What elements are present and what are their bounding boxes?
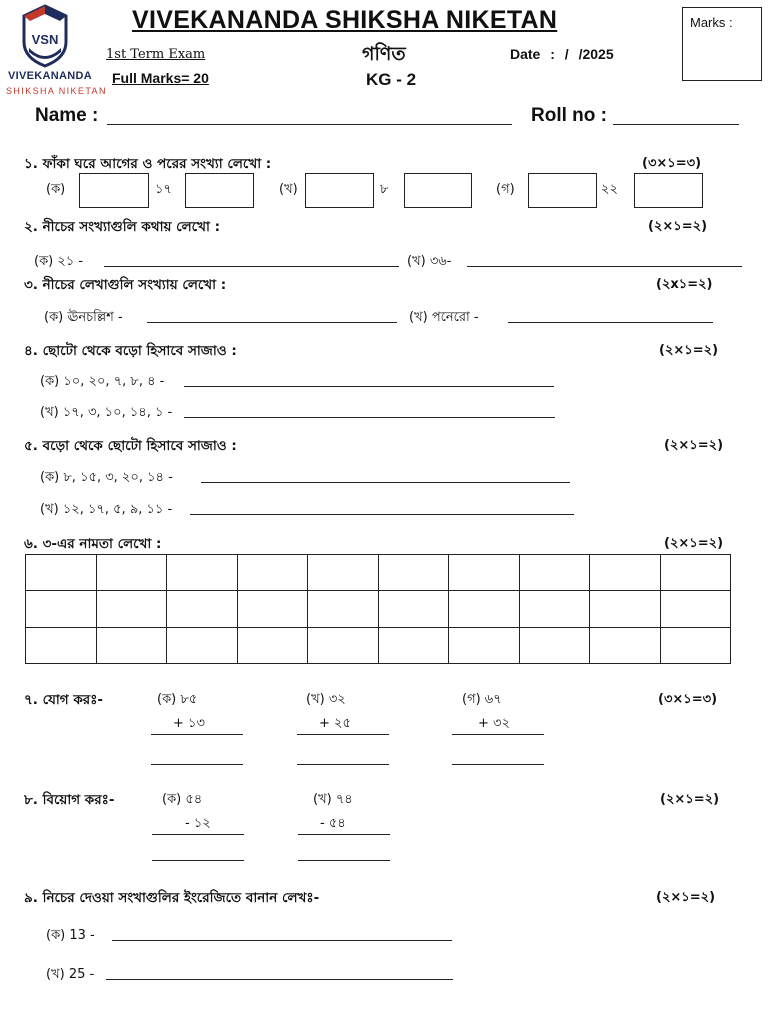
q9-answer-line[interactable] — [112, 940, 452, 941]
table-cell[interactable] — [590, 627, 661, 663]
table-cell[interactable] — [167, 591, 238, 627]
brand-name: VIVEKANANDA — [8, 70, 92, 82]
name-label: Name : — [35, 105, 99, 126]
q8-answer-line[interactable] — [152, 860, 244, 861]
q5-answer-line[interactable] — [190, 514, 574, 515]
q3-item: (খ) পনেরো - — [409, 310, 479, 325]
table-cell[interactable] — [167, 627, 238, 663]
table-cell[interactable] — [96, 555, 167, 591]
table-row — [26, 555, 731, 591]
q8-problem-top: (ক) ৫৪ — [162, 792, 203, 807]
table-cell[interactable] — [660, 591, 731, 627]
q7-answer-line[interactable] — [452, 764, 544, 765]
q1-answer-box[interactable] — [404, 173, 472, 208]
table-cell[interactable] — [519, 627, 590, 663]
class-label: KG - 2 — [366, 70, 417, 89]
q1-number: ৮ — [380, 182, 389, 197]
q1-marks: (৩×১=৩) — [642, 156, 702, 171]
q1-answer-box[interactable] — [79, 173, 149, 208]
q1-number: ২২ — [601, 182, 618, 197]
table-cell[interactable] — [660, 555, 731, 591]
table-row — [26, 591, 731, 627]
q1-answer-box[interactable] — [634, 173, 703, 208]
q4-answer-line[interactable] — [184, 386, 554, 387]
q4-marks: (২×১=২) — [659, 343, 719, 358]
q5-item: (ক) ৮, ১৫, ৩, ২০, ১৪ - — [40, 470, 173, 485]
table-cell[interactable] — [96, 591, 167, 627]
q7-sum-line — [151, 734, 243, 735]
q3-item: (ক) ঊনচল্লিশ - — [44, 310, 123, 325]
q7-title: ৭. যোগ করঃ- — [24, 692, 103, 708]
table-cell[interactable] — [96, 627, 167, 663]
school-logo-icon — [22, 4, 68, 68]
q9-answer-line[interactable] — [106, 979, 453, 980]
table-cell[interactable] — [590, 555, 661, 591]
q8-answer-line[interactable] — [298, 860, 390, 861]
q8-problem-bottom: - ১২ — [185, 816, 211, 831]
table-cell[interactable] — [26, 591, 97, 627]
q3-marks: (২x১=২) — [656, 277, 713, 292]
full-marks: Full Marks= 20 — [112, 70, 209, 86]
q7-marks: (৩×১=৩) — [658, 692, 718, 707]
table-cell[interactable] — [308, 555, 379, 591]
q8-problem-top: (খ) ৭৪ — [313, 792, 353, 807]
marks-label: Marks : — [690, 15, 733, 30]
table-cell[interactable] — [26, 555, 97, 591]
q1-item-label: (গ) — [496, 182, 515, 197]
q2-answer-line[interactable] — [104, 266, 399, 267]
multiplication-table-grid — [25, 554, 731, 664]
q5-answer-line[interactable] — [201, 482, 570, 483]
q2-answer-line[interactable] — [467, 266, 742, 267]
q1-number: ১৭ — [155, 182, 172, 197]
q7-answer-line[interactable] — [297, 764, 389, 765]
q9-item: (ক) 13 - — [46, 928, 95, 943]
q4-answer-line[interactable] — [184, 417, 555, 418]
q4-item: (ক) ১০, ২০, ৭, ৮, ৪ - — [40, 374, 165, 389]
roll-field[interactable] — [613, 124, 739, 125]
q5-marks: (২×১=২) — [664, 438, 724, 453]
q2-title: ২. নীচের সংখ্যাগুলি কথায় লেখো : — [24, 219, 220, 235]
q4-title: ৪. ছোটো থেকে বড়ো হিসাবে সাজাও : — [24, 343, 237, 359]
q7-answer-line[interactable] — [151, 764, 243, 765]
q7-problem-top: (ক) ৮৫ — [157, 692, 198, 707]
q8-marks: (২×১=২) — [660, 792, 720, 807]
logo-text: VSN — [31, 32, 59, 47]
table-cell[interactable] — [449, 591, 520, 627]
table-cell[interactable] — [308, 591, 379, 627]
q9-marks: (২×১=২) — [656, 890, 716, 905]
table-cell[interactable] — [449, 555, 520, 591]
table-cell[interactable] — [167, 555, 238, 591]
q3-title: ৩. নীচের লেখাগুলি সংখ্যায় লেখো : — [24, 277, 227, 293]
table-cell[interactable] — [590, 591, 661, 627]
table-row — [26, 627, 731, 663]
name-field[interactable] — [107, 124, 512, 125]
q8-diff-line — [152, 834, 244, 835]
q1-answer-box[interactable] — [528, 173, 597, 208]
q1-item-label: (খ) — [279, 182, 298, 197]
subject-title: গণিত — [362, 43, 406, 65]
table-cell[interactable] — [660, 627, 731, 663]
q1-answer-box[interactable] — [305, 173, 374, 208]
roll-label: Roll no : — [531, 105, 607, 126]
q7-sum-line — [452, 734, 544, 735]
q7-problem-top: (গ) ৬৭ — [462, 692, 502, 707]
exam-term: 1st Term Exam — [106, 47, 206, 62]
q2-marks: (২×১=২) — [648, 219, 708, 234]
q1-title: ১. ফাঁকা ঘরে আগের ও পরের সংখ্যা লেখো : — [24, 156, 272, 172]
q1-item-label: (ক) — [46, 182, 66, 197]
q7-problem-bottom: + ২৫ — [319, 716, 351, 731]
table-cell[interactable] — [378, 627, 449, 663]
q2-item: (ক) ২১ - — [34, 254, 84, 269]
q8-diff-line — [298, 834, 390, 835]
q6-marks: (২×১=২) — [664, 536, 724, 551]
q7-problem-top: (খ) ৩২ — [306, 692, 346, 707]
table-cell[interactable] — [308, 627, 379, 663]
table-cell[interactable] — [378, 555, 449, 591]
q1-answer-box[interactable] — [185, 173, 254, 208]
table-cell[interactable] — [237, 627, 308, 663]
table-cell[interactable] — [378, 591, 449, 627]
table-cell[interactable] — [237, 555, 308, 591]
q6-title: ৬. ৩-এর নামতা লেখো : — [24, 536, 162, 552]
q7-problem-bottom: + ৩২ — [478, 716, 510, 731]
q7-problem-bottom: + ১৩ — [173, 716, 205, 731]
q7-sum-line — [297, 734, 389, 735]
table-cell[interactable] — [519, 591, 590, 627]
date-field: Date : / /2025 — [510, 46, 614, 62]
brand-subtitle: SHIKSHA NIKETAN — [6, 86, 107, 96]
table-cell[interactable] — [237, 591, 308, 627]
school-title: VIVEKANANDA SHIKSHA NIKETAN — [132, 6, 558, 34]
q5-title: ৫. বড়ো থেকে ছোটো হিসাবে সাজাও : — [24, 438, 237, 454]
table-cell[interactable] — [519, 555, 590, 591]
q9-title: ৯. নিচের দেওয়া সংখাগুলির ইংরেজিতে বানান লেখঃ- — [24, 890, 320, 906]
q5-item: (খ) ১২, ১৭, ৫, ৯, ১১ - — [40, 502, 173, 517]
q4-item: (খ) ১৭, ৩, ১০, ১৪, ১ - — [40, 405, 173, 420]
q3-answer-line[interactable] — [508, 322, 713, 323]
table-cell[interactable] — [449, 627, 520, 663]
q8-title: ৮. বিয়োগ করঃ- — [24, 792, 115, 808]
q3-answer-line[interactable] — [147, 322, 397, 323]
q8-problem-bottom: - ৫৪ — [320, 816, 346, 831]
table-cell[interactable] — [26, 627, 97, 663]
q9-item: (খ) 25 - — [46, 967, 95, 982]
q2-item: (খ) ৩৬- — [407, 254, 452, 269]
